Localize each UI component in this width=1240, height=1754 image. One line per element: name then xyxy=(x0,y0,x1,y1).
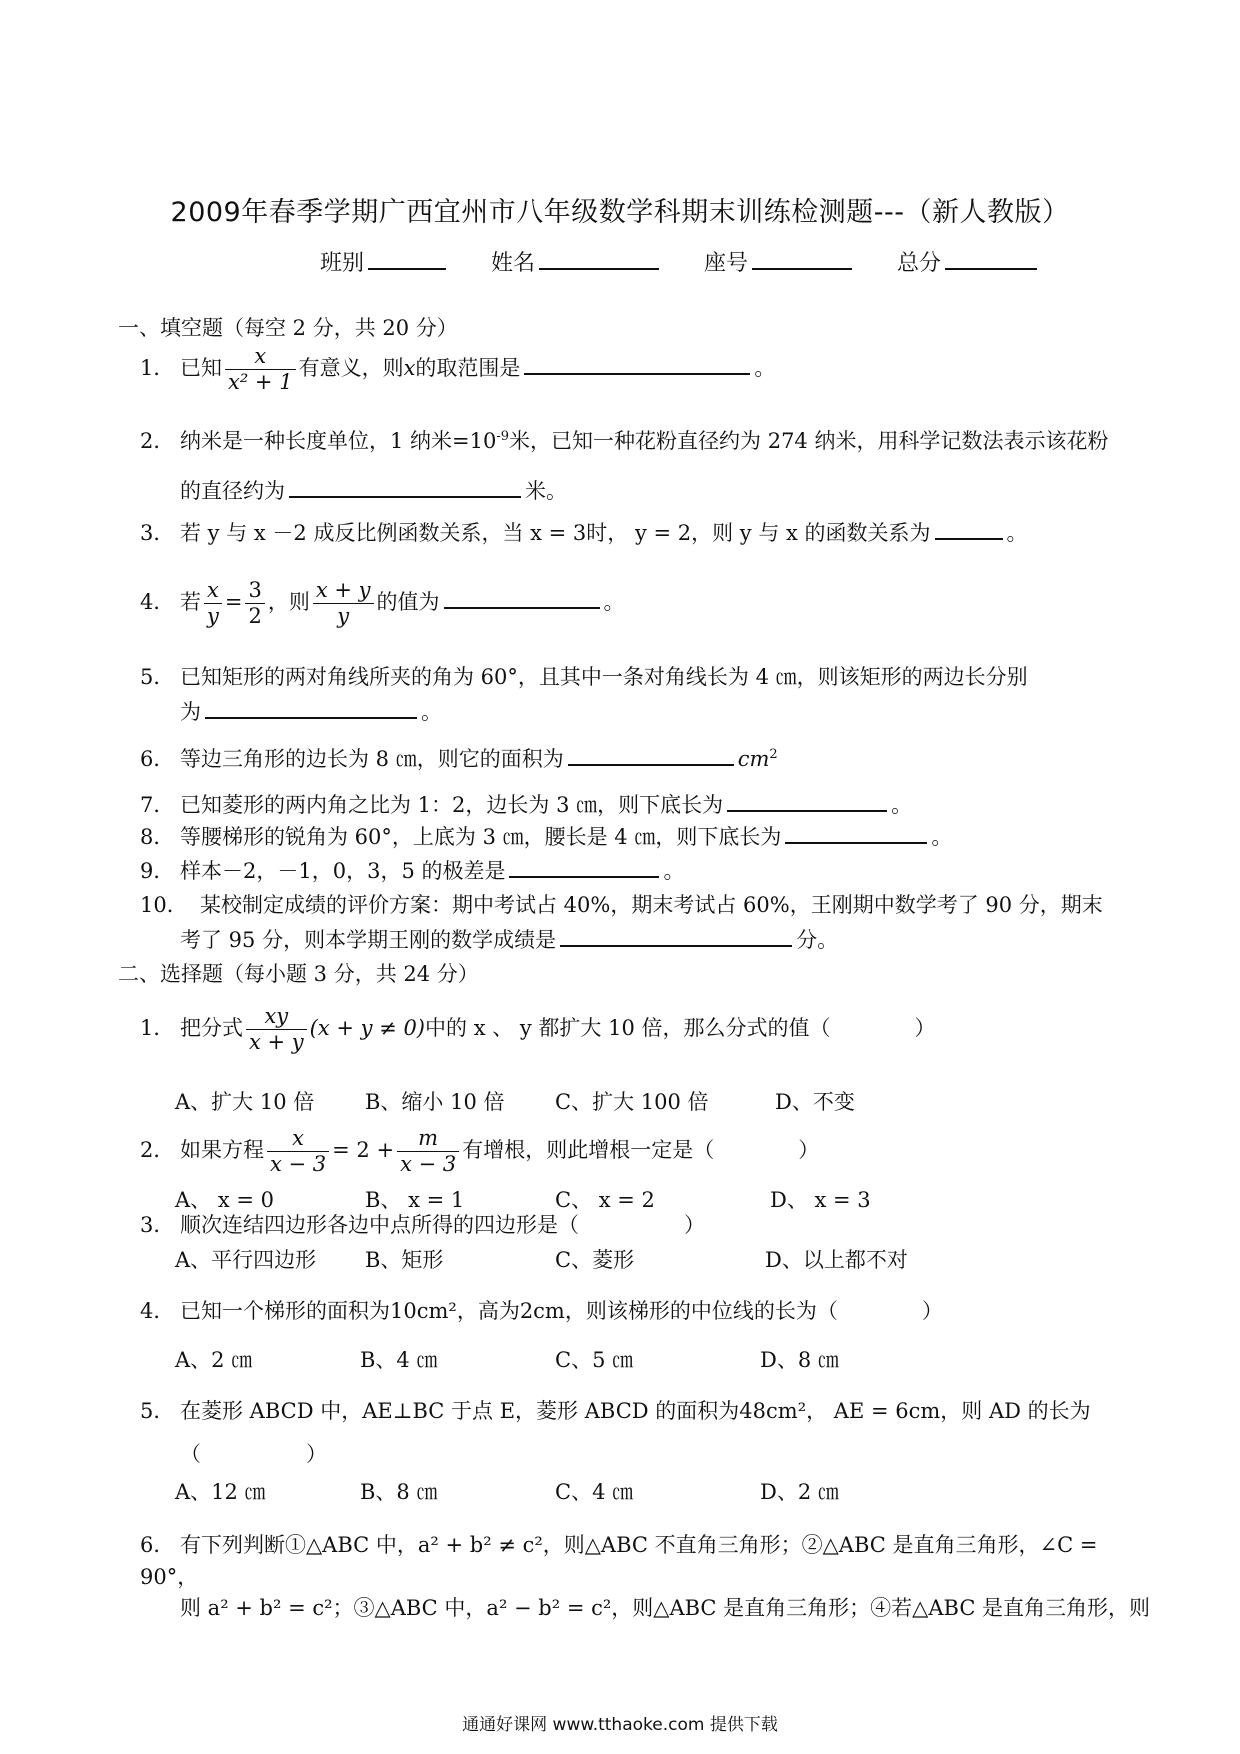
option-c[interactable]: C、扩大 100 倍 xyxy=(555,1090,709,1114)
choice-question-3: 3． 顺次连结四边形各边中点所得的四边形是（ ） xyxy=(140,1213,705,1237)
answer-blank[interactable] xyxy=(524,353,750,375)
option-b[interactable]: B、缩小 10 倍 xyxy=(365,1090,505,1114)
option-d[interactable]: D、2 ㎝ xyxy=(760,1480,839,1504)
section-heading-choice: 二、选择题（每小题 3 分，共 24 分） xyxy=(118,962,479,986)
fill-question-8: 8． 等腰梯形的锐角为 60°，上底为 3 ㎝，腰长是 4 ㎝，则下底长为 。 xyxy=(140,822,1130,854)
answer-blank[interactable] xyxy=(785,822,927,844)
answer-blank[interactable] xyxy=(509,856,659,878)
answer-blank[interactable] xyxy=(568,744,734,766)
option-a[interactable]: A、扩大 10 倍 xyxy=(175,1090,315,1114)
option-a[interactable]: A、12 ㎝ xyxy=(175,1480,266,1504)
seat-field[interactable]: 座号 xyxy=(704,251,856,276)
option-b[interactable]: B、 x = 1 xyxy=(365,1188,465,1212)
answer-blank[interactable] xyxy=(205,697,417,719)
page-footer: 通通好课网 www.tthaoke.com 提供下载 xyxy=(462,1715,778,1735)
answer-blank[interactable] xyxy=(289,476,521,498)
choice-question-6-line2: 则 a² + b² = c²；③△ABC 中，a² − b² = c²，则△ABC 是直角三角形；④若△ABC 是直角三角形，则 xyxy=(180,1596,1151,1620)
class-field[interactable]: 班别 xyxy=(320,251,450,276)
option-d[interactable]: D、8 ㎝ xyxy=(760,1348,839,1372)
name-field[interactable]: 姓名 xyxy=(491,251,663,276)
section-heading-fill: 一、填空题（每空 2 分，共 20 分） xyxy=(118,316,458,340)
fill-question-9: 9． 样本－2，－1，0，3，5 的极差是 。 xyxy=(140,856,1130,888)
option-d[interactable]: D、 x = 3 xyxy=(770,1188,871,1212)
option-c[interactable]: C、5 ㎝ xyxy=(555,1348,634,1372)
option-d[interactable]: D、不变 xyxy=(775,1090,855,1114)
fill-question-1: 1． 已知 $\frac{x}{\text{x² + 1}}$ 有意义，则x的取范围是 。 xyxy=(140,344,776,395)
page-title: 2009年春季学期广西宜州市八年级数学科期末训练检测题---（新人教版） xyxy=(170,197,1070,228)
option-b[interactable]: B、8 ㎝ xyxy=(360,1480,438,1504)
fill-question-4: 4． 若 $\frac{x}{y}$ = $\frac{3}{2}$ ，则 $\frac{x + y}{y}$ 的值为 。 xyxy=(140,578,625,629)
option-b[interactable]: B、4 ㎝ xyxy=(360,1348,438,1372)
choice-question-1: 1． 把分式 $\frac{xy}{x + y}$ (x + y ≠ 0)中的 x 、 y 都扩大 10 倍，那么分式的值（ ） xyxy=(140,1004,936,1055)
student-info-row xyxy=(320,246,1075,277)
fill-question-2-line2: 的直径约为 米。 xyxy=(180,475,567,505)
choice-question-5: 5． 在菱形 ABCD 中，AE⊥BC 于点 E，菱形 ABCD 的面积为48cm²， AE = 6cm，则 AD 的长为 xyxy=(140,1399,1091,1423)
fill-question-3: 3． 若 y 与 x －2 成反比例函数关系，当 x = 3时， y = 2，则 y 与 x 的函数关系为 。 xyxy=(140,518,1130,550)
choice-question-5-line2: （ ） xyxy=(180,1442,327,1466)
choice-question-4: 4． 已知一个梯形的面积为10cm²，高为2cm，则该梯形的中位线的长为（ ） xyxy=(140,1299,943,1323)
option-b[interactable]: B、矩形 xyxy=(365,1248,444,1272)
choice-question-2: 2． 如果方程 $\frac{x}{x - 3}$ = 2 + $\frac{m}{x - 3}$ 有增根，则此增根一定是（ ） xyxy=(140,1126,820,1177)
fill-question-10: 10． 某校制定成绩的评价方案：期中考试占 40%，期末考试占 60%，王刚期中数学考了 90 分，期末 xyxy=(140,893,1103,917)
answer-blank[interactable] xyxy=(935,518,1003,540)
option-c[interactable]: C、菱形 xyxy=(555,1248,635,1272)
fraction: $\frac{x}{\text{x² + 1}}$ xyxy=(225,344,296,395)
fill-question-6: 6． 等边三角形的边长为 8 ㎝，则它的面积为 $cm^2$ xyxy=(140,744,1130,776)
fill-question-5-line2: 为 。 xyxy=(180,696,442,726)
option-a[interactable]: A、平行四边形 xyxy=(175,1248,317,1272)
answer-blank[interactable] xyxy=(444,587,600,609)
option-c[interactable]: C、 x = 2 xyxy=(555,1188,655,1212)
fill-question-10-line2: 考了 95 分，则本学期王刚的数学成绩是 分。 xyxy=(180,924,838,954)
answer-blank[interactable] xyxy=(560,925,792,947)
choice-question-6: 6． 有下列判断①△ABC 中，a² + b² ≠ c²，则△ABC 不直角三角形；②△ABC 是直角三角形，∠C = 90°， xyxy=(140,1533,1098,1589)
answer-blank[interactable] xyxy=(727,790,887,812)
option-c[interactable]: C、4 ㎝ xyxy=(555,1480,634,1504)
option-a[interactable]: A、 x = 0 xyxy=(175,1188,274,1212)
fill-question-2: 2． 纳米是一种长度单位，1 纳米$=10^{-9}$米，已知一种花粉直径约为 274 纳米，用科学记数法表示该花粉 xyxy=(140,429,1109,453)
option-a[interactable]: A、2 ㎝ xyxy=(175,1348,253,1372)
fill-question-7: 7． 已知菱形的两内角之比为 1：2，边长为 3 ㎝，则下底长为 。 xyxy=(140,790,1130,822)
option-d[interactable]: D、以上都不对 xyxy=(765,1248,908,1272)
fill-question-5: 5． 已知矩形的两对角线所夹的角为 60°，且其中一条对角线长为 4 ㎝，则该矩形的两边长分别 xyxy=(140,665,1028,689)
total-field[interactable]: 总分 xyxy=(897,251,1041,276)
